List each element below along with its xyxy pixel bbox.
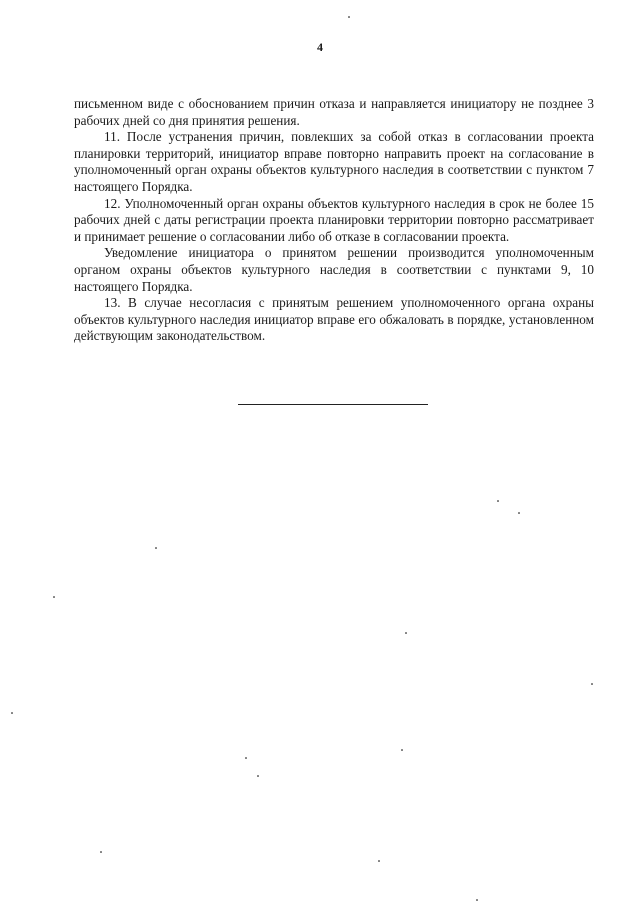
paragraph-item-11: 11. После устранения причин, повлекших за собой отказ в согласовании проекта планировки территорий, инициатор вправе повторно направить проект на согласование в уполномоченный орган охраны объектов культурного наследия в соответствии с пунктом 7 настоящего Порядка. — [74, 129, 594, 194]
scan-speck — [591, 683, 593, 685]
scan-speck — [155, 547, 157, 549]
scan-speck — [348, 16, 350, 18]
document-body — [74, 96, 594, 345]
paragraph-notification: Уведомление инициатора о принятом решении производится уполномоченным органом охраны объектов культурного наследия в соответствии с пунктами 9, 10 настоящего Порядка. — [74, 245, 594, 294]
scan-speck — [476, 899, 478, 901]
paragraph-item-13: 13. В случае несогласия с принятым решением уполномоченного органа охраны объектов культурного наследия инициатор вправе его обжаловать в порядке, установленном действующим законодательством. — [74, 295, 594, 344]
paragraph-item-12: 12. Уполномоченный орган охраны объектов культурного наследия в срок не более 15 рабочих дней с даты регистрации проекта планировки территории повторно рассматривает и принимает решение о согласовании либо об отказе в согласовании проекта. — [74, 195, 594, 244]
scan-speck — [257, 775, 259, 777]
end-separator-line — [238, 404, 428, 405]
scan-speck — [100, 851, 102, 853]
scan-speck — [11, 712, 13, 714]
scan-speck — [378, 860, 380, 862]
scan-speck — [405, 632, 407, 634]
scan-speck — [401, 749, 403, 751]
scan-speck — [497, 500, 499, 502]
paragraph-continuation: письменном виде с обоснованием причин отказа и направляется инициатору не позднее 3 рабочих дней со дня принятия решения. — [74, 96, 594, 128]
page-number: 4 — [317, 40, 323, 54]
scan-speck — [53, 596, 55, 598]
scan-speck — [518, 512, 520, 514]
scan-speck — [245, 757, 247, 759]
